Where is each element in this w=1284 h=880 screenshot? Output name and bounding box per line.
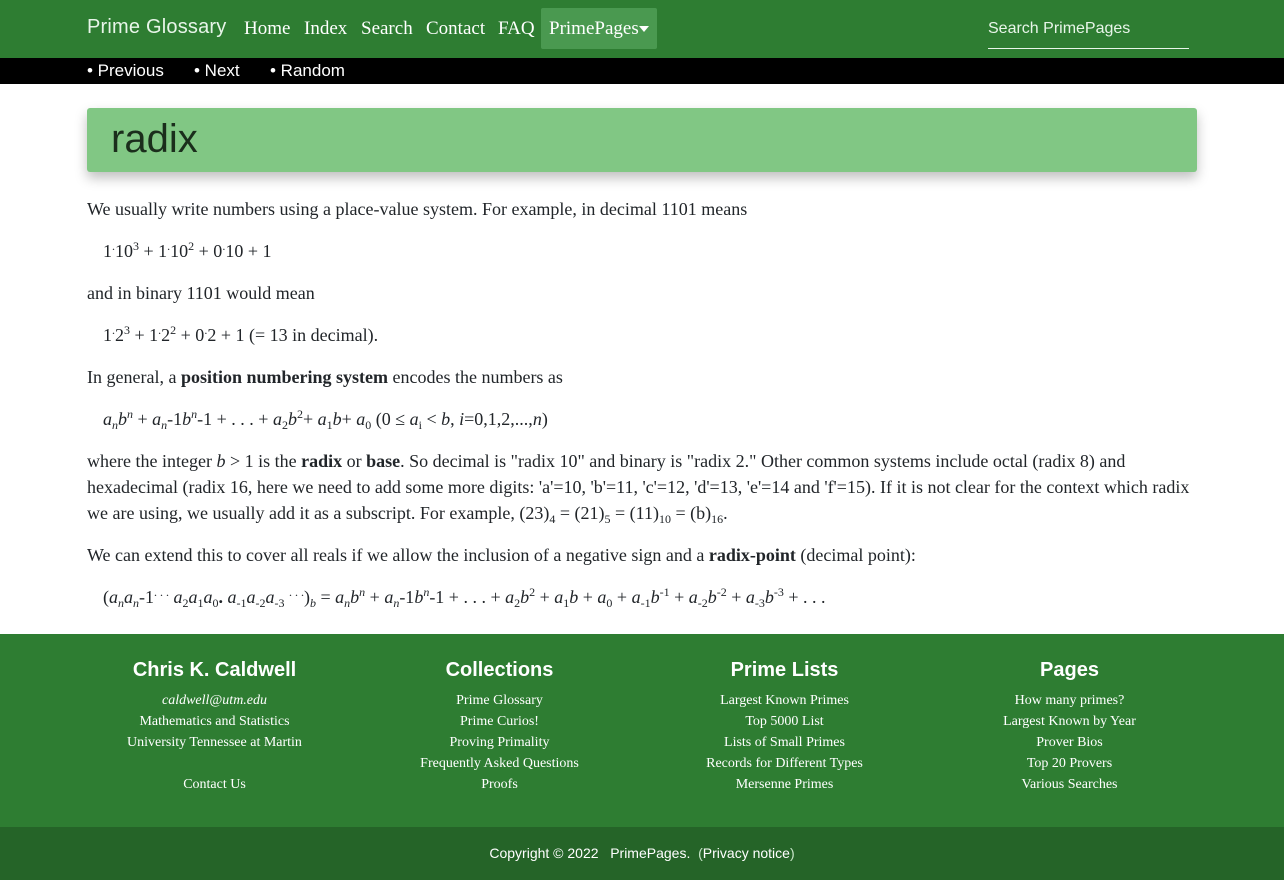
footer-col-title: Collections [445, 659, 554, 681]
general-text-pre: In general, a [87, 367, 181, 387]
term-radix: radix [301, 451, 343, 471]
radix-text-or: or [342, 451, 367, 471]
email-link[interactable]: caldwell@utm.edu [161, 693, 268, 708]
term-base: base [366, 451, 401, 471]
radix-var-b: b [216, 451, 226, 471]
footer-col-collections [357, 658, 642, 795]
equation-binary: $1^.2^3 + 1^.2^2 + 0^.2 + 1$ (= 13 in decimal). [103, 323, 379, 345]
footer-col-title: Pages [1040, 659, 1099, 681]
nav-faq[interactable]: FAQ [498, 18, 535, 39]
equation-decimal: $1^.10^3 + 1^.10^2 + 0^.10 + 1$ [103, 239, 272, 261]
footer-link[interactable]: How many primes? [1014, 693, 1125, 708]
radix-text-a: where the integer [87, 451, 217, 471]
paren-open: ( [698, 845, 703, 861]
footer-link[interactable]: Records for Different Types [706, 756, 863, 771]
footer-col-title: Prime Lists [730, 659, 839, 681]
footer-link[interactable]: Prime Glossary [456, 693, 543, 708]
copyright-text: Copyright © 2022 [489, 845, 599, 861]
caret-down-icon [639, 26, 649, 32]
footer-link[interactable]: Mersenne Primes [735, 777, 834, 792]
footer-col-pages [927, 658, 1212, 795]
reals-text-post: (decimal point): [795, 545, 916, 565]
radix-text-c: > 1 is the [225, 451, 302, 471]
footer-col-prime-lists [642, 658, 927, 795]
brand-link[interactable]: Prime Glossary [87, 16, 227, 38]
nav-contact[interactable]: Contact [426, 18, 486, 39]
footer-link[interactable]: Various Searches [1021, 777, 1118, 792]
nav-home[interactable]: Home [244, 18, 291, 39]
paragraph-binary: and in binary 1101 would mean [87, 283, 315, 303]
footer-col-title: Chris K. Caldwell [132, 659, 297, 681]
footer-text: University Tennessee at Martin [127, 735, 302, 750]
paragraph-intro: We usually write numbers using a place-value system. For example, in decimal 1101 means [87, 199, 748, 219]
footer-link[interactable]: Largest Known Primes [720, 693, 849, 708]
footer-col-author [72, 658, 357, 795]
paragraph-general [87, 364, 1197, 390]
nav-primepages-dropdown[interactable] [541, 8, 657, 49]
footer-link[interactable]: Top 5000 List [745, 714, 824, 729]
footer [0, 634, 1284, 827]
title-card [87, 108, 1197, 172]
copyright-bar [0, 827, 1284, 880]
nav-index[interactable]: Index [304, 18, 348, 39]
footer-link[interactable]: Lists of Small Primes [724, 735, 845, 750]
equation-general: $a_nb^n + a_n-1b^n-1$ + . . . + $a_2b^2+ a_1b+ a_0$ ($0 \le a_i < b$, i=0,1,2,...,n) [103, 407, 548, 432]
footer-link[interactable]: Prime Curios! [460, 714, 539, 729]
search-input[interactable] [988, 16, 1189, 42]
term-position-numbering-system: position numbering system [180, 367, 388, 387]
random-link[interactable]: • Random [270, 61, 345, 80]
footer-text: Mathematics and Statistics [139, 714, 290, 729]
footer-link[interactable]: Prover Bios [1036, 735, 1103, 750]
footer-link[interactable]: Top 20 Provers [1026, 756, 1113, 771]
page-title: radix [111, 117, 198, 161]
glossary-subnav [0, 58, 1284, 84]
general-text-post: encodes the numbers as [387, 367, 563, 387]
nav-search[interactable]: Search [361, 18, 413, 39]
footer-link[interactable]: Frequently Asked Questions [420, 756, 579, 771]
radix-text-d: . So decimal is "radix 10" and binary is "radix 2." Other common systems include octal (radix 8) and hexadecimal (radix 16, here we need to add some more digits: 'a'=10, 'b'=11, 'c'=12, 'd'=13, 'e'=14 and 'f'=15). If it is not clear for the context which radix we are using, we usually add it as a subscript. For example, (23) [87, 451, 1190, 523]
contact-us-link[interactable]: Contact Us [183, 777, 246, 792]
privacy-notice-link[interactable]: Privacy notice [702, 845, 790, 861]
footer-link[interactable]: Proofs [481, 777, 518, 792]
term-radix-point: radix-point [708, 545, 796, 565]
previous-link[interactable]: • Previous [87, 61, 164, 80]
equation-reals: ($a_na_n-1^{. . .}$ $a_2a_1a_0$. $a_{-1}a_{-2}a_{-3}$ $^{. . .})_b = a_nb^n + a_n-1b^n-1$ + . . . + $a_2b^2 + a_1b + a_0 + a_{-1}b^{-1} + a_{-2}b^{-2} + a_{-3}b^{-3}$ + . . . [103, 585, 826, 610]
paragraph-reals [87, 542, 1197, 568]
top-navbar [0, 0, 1284, 58]
paragraph-radix: where the integer b > 1 is the radix or base. So decimal is "radix 10" and binary is "radix 2." Other common systems include octal (radix 8) and hexadecimal (radix 16, here we need to add some more digits: 'a'=10, 'b'=11, 'c'=12, 'd'=13, 'e'=14 and 'f'=15). If it is not clear for the context which radix we are using, we usually add it as a subscript. For example, $(23)_4 = (21)_5 = (11)_{10} = (b)_{16}$. [87, 451, 1190, 526]
search-field-wrapper [988, 16, 1189, 49]
primepages-link[interactable]: PrimePages. [610, 845, 691, 861]
next-link[interactable]: • Next [194, 61, 240, 80]
reals-text-pre: We can extend this to cover all reals if we allow the inclusion of a negative sign and a [87, 545, 709, 565]
dropdown-label: PrimePages [549, 18, 639, 39]
paren-close: ) [789, 845, 795, 861]
footer-link[interactable]: Proving Primality [449, 735, 550, 750]
footer-link[interactable]: Largest Known by Year [1003, 714, 1136, 729]
